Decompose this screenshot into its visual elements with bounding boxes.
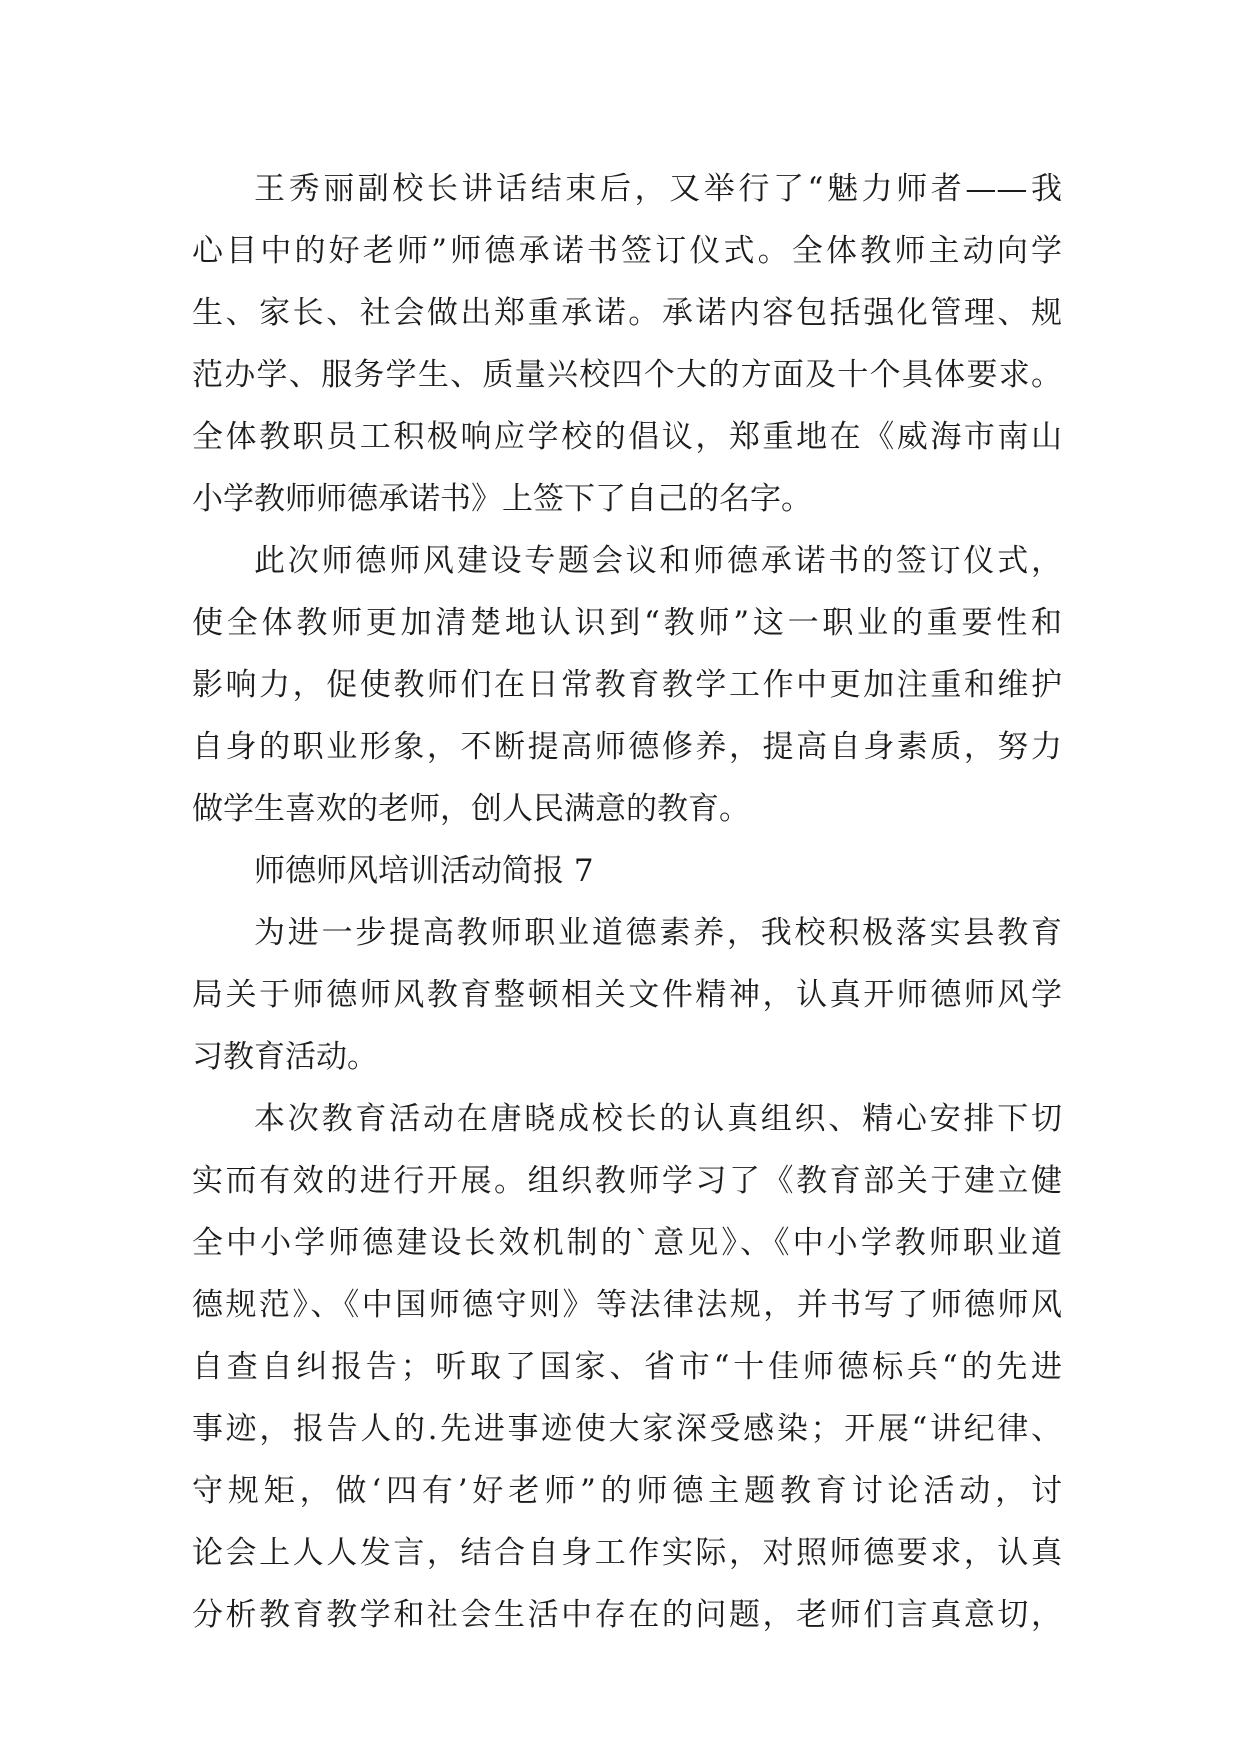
text-line: 全体教职员工积极响应学校的倡议，郑重地在《威海市南山 <box>192 419 1062 455</box>
text-line: 自查自纠报告；听取了国家、省市“十佳师德标兵“的先进 <box>192 1349 1062 1385</box>
text-line: 实而有效的进行开展。组织教师学习了《教育部关于建立健 <box>192 1163 1062 1199</box>
paragraph-activity-details <box>192 1088 1062 1646</box>
text-line: 为进一步提高教师职业道德素养，我校积极落实县教育 <box>254 915 1062 951</box>
text-line: 心目中的好老师”师德承诺书签订仪式。全体教师主动向学 <box>192 233 1062 269</box>
paragraph-activity-intro <box>192 902 1062 1088</box>
heading-line: 师德师风培训活动简报 7 <box>254 853 594 889</box>
text-line: 德规范》、《中国师德守则》等法律法规，并书写了师德师风 <box>192 1287 1062 1323</box>
text-line: 论会上人人发言，结合自身工作实际，对照师德要求，认真 <box>192 1535 1062 1571</box>
text-line: 守规矩，做‘四有’好老师”的师德主题教育讨论活动，讨 <box>192 1473 1062 1509</box>
text-line: 自身的职业形象，不断提高师德修养，提高自身素质，努力 <box>192 729 1062 765</box>
text-line: 本次教育活动在唐晓成校长的认真组织、精心安排下切 <box>254 1101 1062 1137</box>
text-line: 影响力，促使教师们在日常教育教学工作中更加注重和维护 <box>192 667 1062 703</box>
text-line: 王秀丽副校长讲话结束后，又举行了“魅力师者——我 <box>254 171 1062 207</box>
section-heading <box>192 840 1062 902</box>
paragraph-pledge-ceremony <box>192 158 1062 530</box>
text-line: 生、家长、社会做出郑重承诺。承诺内容包括强化管理、规 <box>192 295 1062 331</box>
text-line: 使全体教师更加清楚地认识到“教师”这一职业的重要性和 <box>192 605 1062 641</box>
paragraph-meeting-summary <box>192 530 1062 840</box>
text-line: 局关于师德师风教育整顿相关文件精神，认真开师德师风学 <box>192 977 1062 1013</box>
text-line: 小学教师师德承诺书》上签下了自己的名字。 <box>192 481 812 517</box>
text-line: 做学生喜欢的老师，创人民满意的教育。 <box>192 791 750 827</box>
text-line: 全中小学师德建设长效机制的`意见》、《中小学教师职业道 <box>192 1225 1062 1261</box>
text-line: 范办学、服务学生、质量兴校四个大的方面及十个具体要求。 <box>192 357 1062 393</box>
text-line: 分析教育教学和社会生活中存在的问题，老师们言真意切， <box>192 1597 1062 1633</box>
text-line: 习教育活动。 <box>192 1039 378 1075</box>
text-line: 事迹，报告人的.先进事迹使大家深受感染；开展“讲纪律、 <box>192 1411 1062 1447</box>
text-line: 此次师德师风建设专题会议和师德承诺书的签订仪式， <box>254 543 1062 579</box>
document-body <box>192 158 1062 1646</box>
